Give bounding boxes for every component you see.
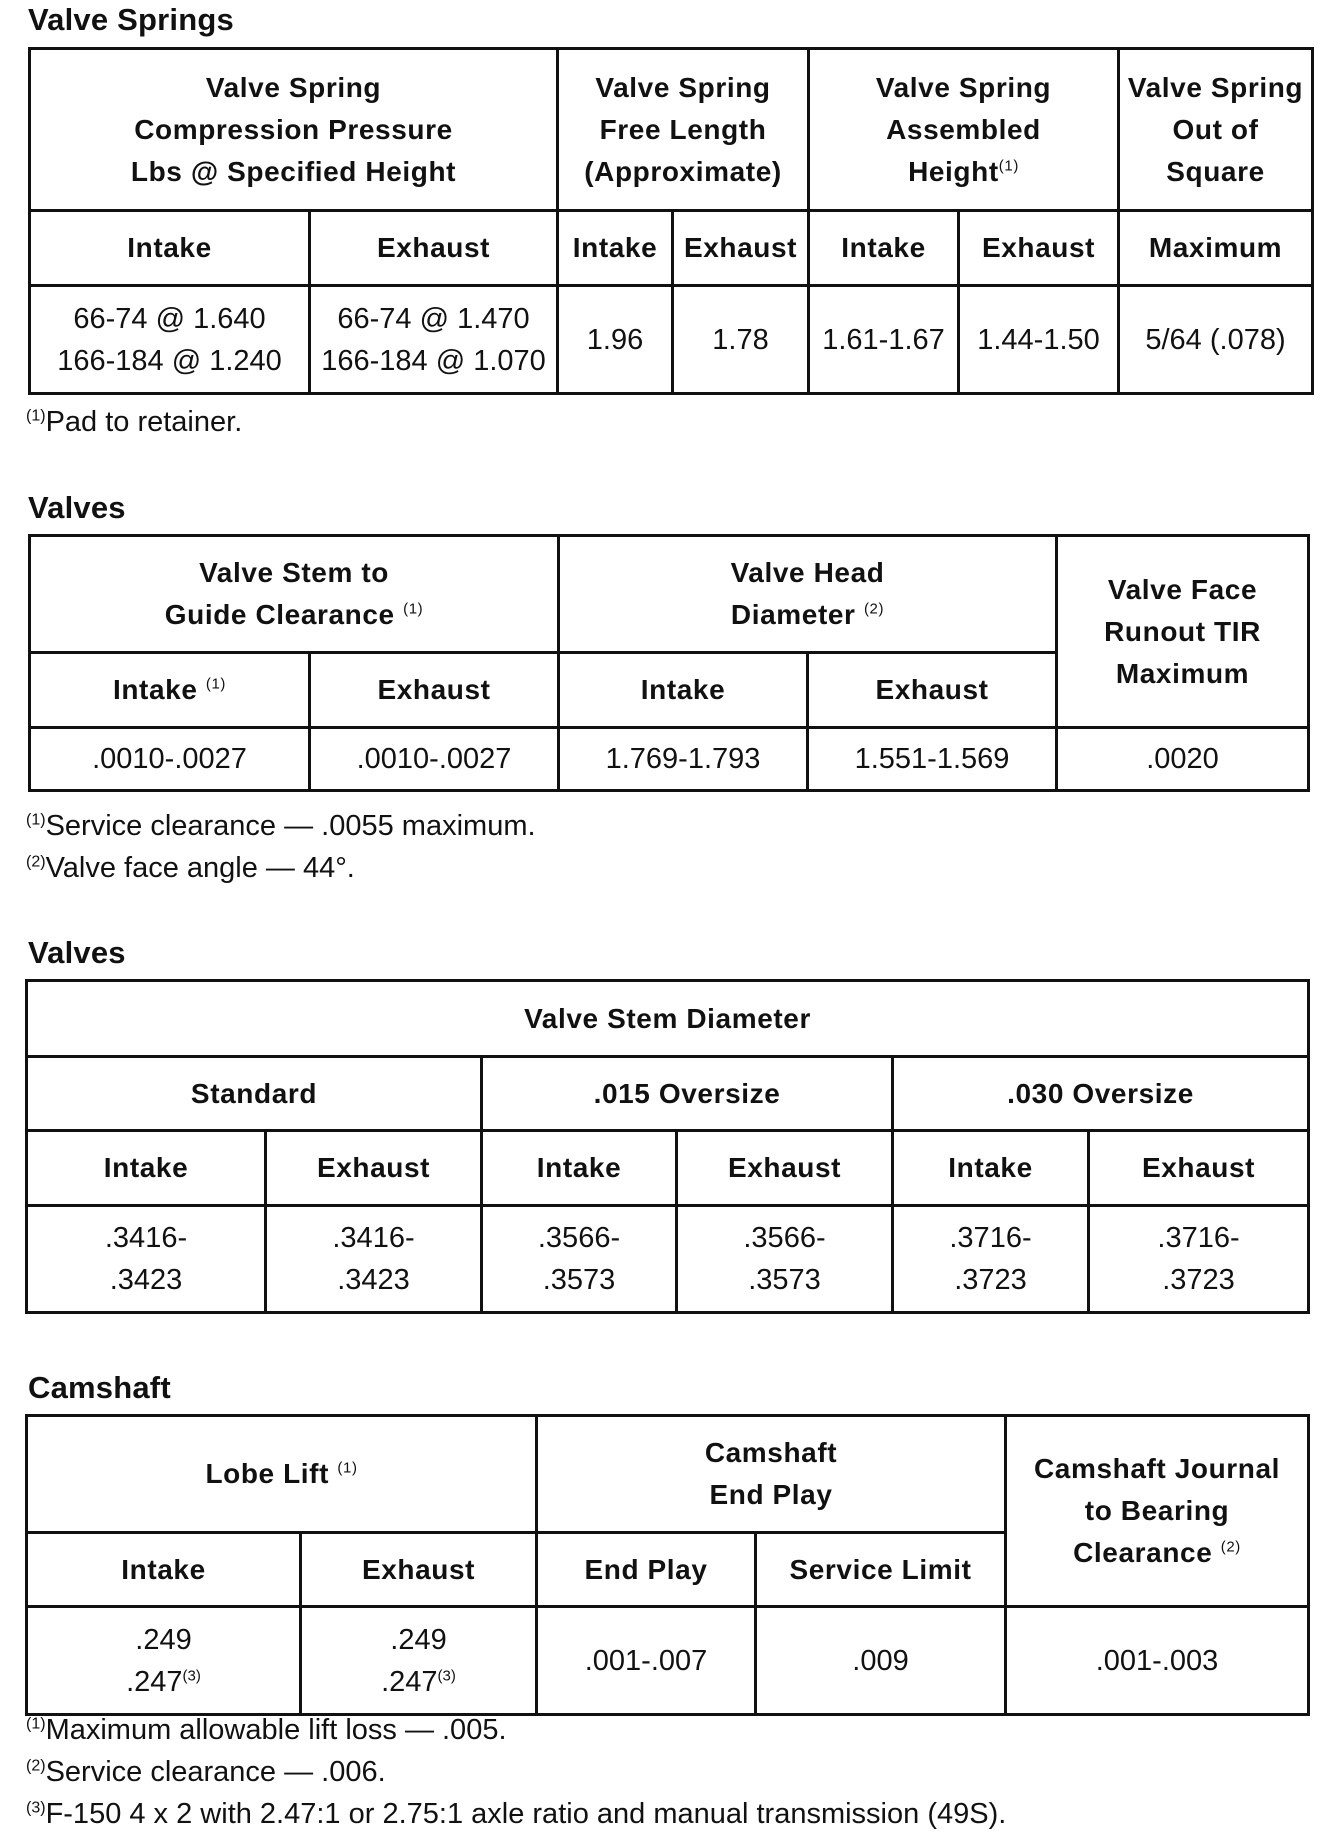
header-head-diameter: Valve Head Diameter $^{(2)}$ xyxy=(559,536,1057,653)
header-assembled-height: Valve Spring Assembled Height$^{(1)}$ xyxy=(809,49,1119,211)
footnote-ref: (1) xyxy=(337,1459,358,1477)
cell-compression-exhaust: 66-74 @ 1.470 166-184 @ 1.070 xyxy=(310,286,558,394)
header-lobe-lift: Lobe Lift $^{(1)}$ xyxy=(27,1416,537,1533)
cell-030-intake: .3716- .3723 xyxy=(893,1206,1089,1313)
cell-guide-intake: .0010-.0027 xyxy=(30,728,310,791)
footnote-1: $^{(1)}$Service clearance — .0055 maximum. xyxy=(26,810,536,842)
subheader-intake: Intake xyxy=(27,1533,301,1607)
footnote-ref: (2) xyxy=(863,600,885,618)
subheader-intake: Intake xyxy=(558,211,673,286)
footnote-ref: (1) xyxy=(998,157,1019,175)
header-camshaft-end-play: Camshaft End Play xyxy=(537,1416,1006,1533)
subheader-exhaust: Exhaust xyxy=(673,211,809,286)
cell-guide-exhaust: .0010-.0027 xyxy=(310,728,559,791)
header-compression-pressure: Valve Spring Compression Pressure Lbs @ Specified Height xyxy=(30,49,558,211)
subheader-exhaust: Exhaust xyxy=(310,653,559,728)
header-out-of-square: Valve Spring Out of Square xyxy=(1119,49,1313,211)
valve-springs-table xyxy=(28,47,1314,395)
header-face-runout: Valve Face Runout TIR Maximum xyxy=(1057,536,1309,728)
cell-015-intake: .3566- .3573 xyxy=(482,1206,677,1313)
footnote-ref: (2) xyxy=(1220,1538,1241,1556)
subheader-exhaust: Exhaust xyxy=(301,1533,537,1607)
footnote-2: $^{(2)}$Valve face angle — 44°. xyxy=(26,852,355,884)
cell-015-exhaust: .3566- .3573 xyxy=(677,1206,893,1313)
subheader-maximum: Maximum xyxy=(1119,211,1313,286)
subheader-exhaust: Exhaust xyxy=(677,1131,893,1206)
subheader-exhaust: Exhaust xyxy=(808,653,1057,728)
header-valve-stem-diameter: Valve Stem Diameter xyxy=(27,981,1309,1057)
cell-030-exhaust: .3716- .3723 xyxy=(1089,1206,1309,1313)
cell-assembled-exhaust: 1.44-1.50 xyxy=(959,286,1119,394)
cell-standard-exhaust: .3416- .3423 xyxy=(266,1206,482,1313)
cell-compression-intake: 66-74 @ 1.640 166-184 @ 1.240 xyxy=(30,286,310,394)
cell-end-play: .001-.007 xyxy=(537,1607,756,1715)
section-title-valves: Valves xyxy=(28,935,126,970)
header-stem-to-guide: Valve Stem to Guide Clearance $^{(1)}$ xyxy=(30,536,559,653)
subheader-intake: Intake xyxy=(559,653,808,728)
footnote-ref: (3) xyxy=(437,1666,456,1684)
group-030-oversize: .030 Oversize xyxy=(893,1057,1309,1131)
cell-head-exhaust: 1.551-1.569 xyxy=(808,728,1057,791)
footnote-ref: (1) xyxy=(205,675,227,693)
footnote-1: $^{(1)}$Pad to retainer. xyxy=(26,406,243,438)
cell-journal-clearance: .001-.003 xyxy=(1006,1607,1309,1715)
subheader-intake: Intake xyxy=(482,1131,677,1206)
subheader-exhaust: Exhaust xyxy=(310,211,558,286)
section-title-valve-springs: Valve Springs xyxy=(28,2,234,37)
subheader-end-play: End Play xyxy=(537,1533,756,1607)
subheader-intake: Intake xyxy=(27,1131,266,1206)
subheader-exhaust: Exhaust xyxy=(266,1131,482,1206)
cell-out-of-square: 5/64 (.078) xyxy=(1119,286,1313,394)
cell-free-length-exhaust: 1.78 xyxy=(673,286,809,394)
cell-standard-intake: .3416- .3423 xyxy=(27,1206,266,1313)
footnote-3: $^{(3)}$F-150 4 x 2 with 2.47:1 or 2.75:1 axle ratio and manual transmission (49S). xyxy=(26,1798,1007,1830)
header-journal-clearance: Camshaft Journal to Bearing Clearance $^{(2)}$ xyxy=(1006,1416,1309,1607)
cell-head-intake: 1.769-1.793 xyxy=(559,728,808,791)
cell-assembled-intake: 1.61-1.67 xyxy=(809,286,959,394)
cell-lift-exhaust: .249 .247$^{(3)}$ xyxy=(301,1607,537,1715)
cell-lift-intake: .249 .247$^{(3)}$ xyxy=(27,1607,301,1715)
footnote-ref: (3) xyxy=(182,1666,201,1684)
subheader-intake: Intake xyxy=(30,211,310,286)
group-standard: Standard xyxy=(27,1057,482,1131)
subheader-intake: Intake xyxy=(809,211,959,286)
section-title-valves: Valves xyxy=(28,490,126,525)
subheader-exhaust: Exhaust xyxy=(1089,1131,1309,1206)
cell-face-runout: .0020 xyxy=(1057,728,1309,791)
subheader-intake: Intake $^{(1)}$ xyxy=(30,653,310,728)
footnote-1: $^{(1)}$Maximum allowable lift loss — .005. xyxy=(26,1714,507,1746)
subheader-intake: Intake xyxy=(893,1131,1089,1206)
subheader-exhaust: Exhaust xyxy=(959,211,1119,286)
camshaft-table xyxy=(25,1414,1310,1716)
footnote-ref: (1) xyxy=(403,600,424,618)
cell-free-length-intake: 1.96 xyxy=(558,286,673,394)
valves-clearance-table xyxy=(28,534,1310,792)
section-title-camshaft: Camshaft xyxy=(28,1370,171,1405)
valve-stem-diameter-table xyxy=(25,979,1310,1314)
subheader-service-limit: Service Limit xyxy=(756,1533,1006,1607)
footnote-2: $^{(2)}$Service clearance — .006. xyxy=(26,1756,386,1788)
cell-service-limit: .009 xyxy=(756,1607,1006,1715)
group-015-oversize: .015 Oversize xyxy=(482,1057,893,1131)
header-free-length: Valve Spring Free Length (Approximate) xyxy=(558,49,809,211)
